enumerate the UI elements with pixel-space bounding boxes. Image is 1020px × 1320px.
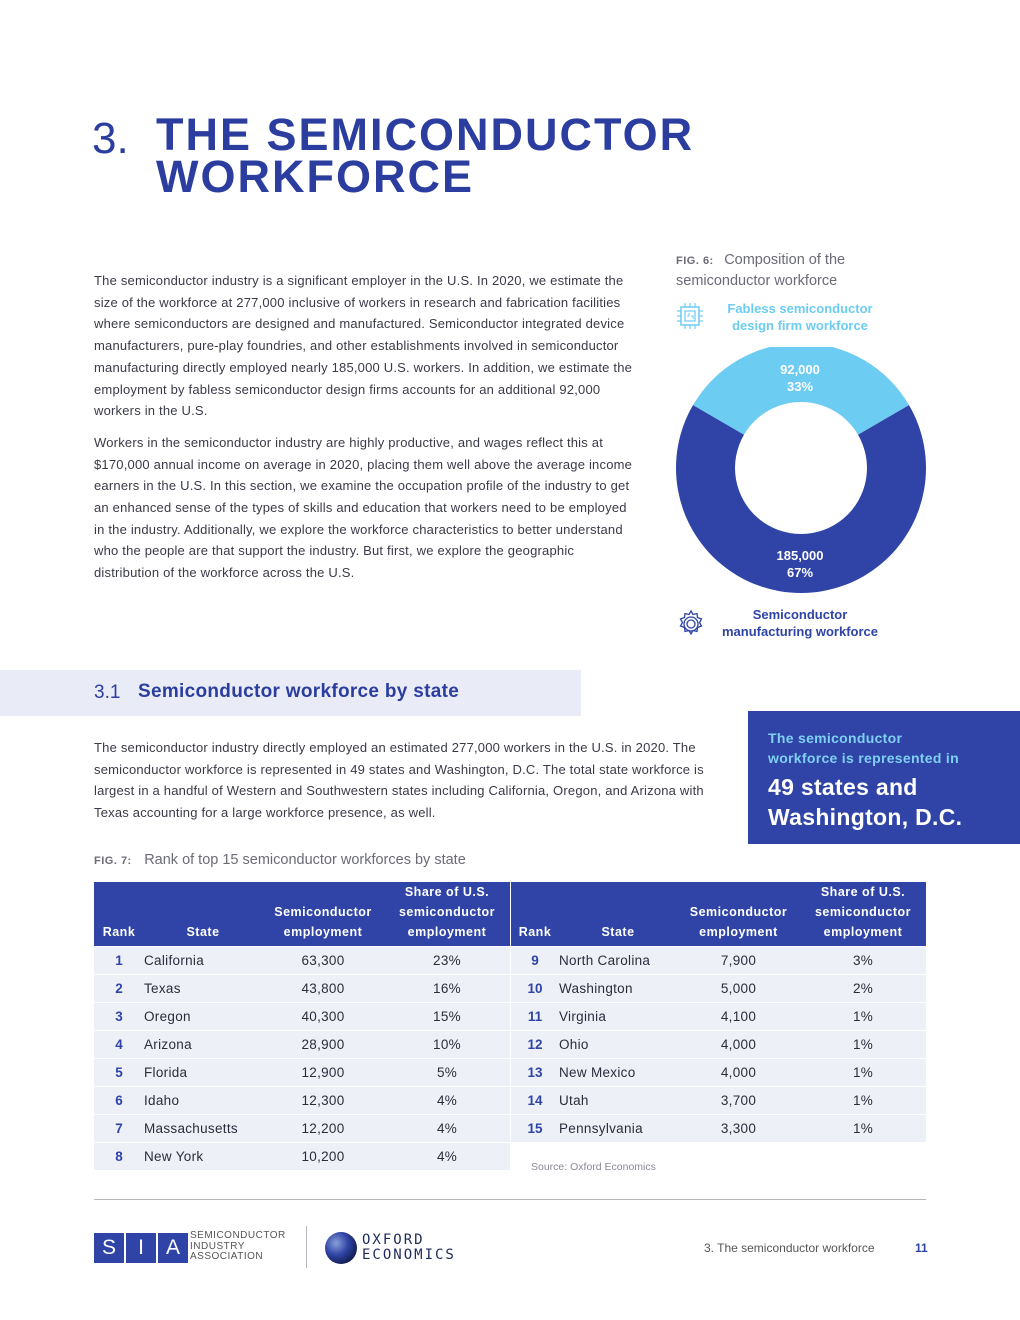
fig6-title-line-2: semiconductor workforce <box>676 273 838 289</box>
fabless-legend-line-2: design firm workforce <box>732 318 868 333</box>
table-row: 13 New Mexico 4,000 1% <box>511 1059 926 1087</box>
rank-table-left <box>94 882 510 1170</box>
sia-logo-text: SEMICONDUCTOR INDUSTRY ASSOCIATION <box>190 1230 286 1262</box>
table-row: 1 California 63,300 23% <box>94 947 510 975</box>
callout-highlight-line-2: Washington, D.C. <box>768 804 963 830</box>
manufacturing-value: 185,000 <box>776 548 824 563</box>
state-header: State <box>144 882 262 947</box>
subsection-title: Semiconductor workforce by state <box>138 681 460 702</box>
section-paragraph: The semiconductor industry directly employed an estimated 277,000 workers in the U.S. in 2020. The semiconductor workforce is represented in 49 states and Washington, D.C. The total state workforce is largest in a handful of Western and Southwestern states including California, Oregon, and Arizona with Texas accounting for a large workforce presence, as well. <box>94 740 704 821</box>
share-header: Share of U.S. semiconductor employment <box>384 882 510 947</box>
table-row: 15 Pennsylvania 3,300 1% <box>511 1115 926 1143</box>
subsection-number: 3.1 <box>94 682 121 703</box>
table-row: 4 Arizona 28,900 10% <box>94 1031 510 1059</box>
fabless-value: 92,000 <box>780 362 820 377</box>
table-row: 8 New York 10,200 4% <box>94 1143 510 1171</box>
table-row: 2 Texas 43,800 16% <box>94 975 510 1003</box>
manufacturing-legend <box>705 606 895 640</box>
rank-header: Rank <box>94 882 144 947</box>
intro-paragraph-2: Workers in the semiconductor industry are highly productive, and wages reflect this at $170,000 annual income on average in 2020, placing them well above the average income earners in the U.S. In this section, we examine the occupation profile of the industry to get an enhanced sense of the types of skills and education that workers need to be employed in the industry. Additionally, we explore the workforce characteristics to better understand who the people are that support the industry. But first, we explore the geographic distribution of the workforce across the U.S. <box>94 434 633 581</box>
manufacturing-legend-line-1: Semiconductor <box>752 607 848 622</box>
manufacturing-legend-line-2: manufacturing workforce <box>721 624 879 639</box>
callout-box <box>748 711 1020 844</box>
rank-table-right <box>511 882 926 1142</box>
callout-line-1: The semiconductor <box>768 730 903 746</box>
sia-logo-letter: S <box>94 1233 124 1263</box>
table-row: 3 Oregon 40,300 15% <box>94 1003 510 1031</box>
callout-highlight-line-1: 49 states and <box>768 774 918 800</box>
footer-divider <box>94 1199 926 1200</box>
section-number: 3. <box>92 114 129 163</box>
gear-icon <box>676 609 706 639</box>
rank-header: Rank <box>511 882 559 947</box>
table-row: 9 North Carolina 7,900 3% <box>511 947 926 975</box>
share-header: Share of U.S. semiconductor employment <box>800 882 926 947</box>
state-header: State <box>559 882 677 947</box>
fig6-caption <box>676 250 916 291</box>
sia-logo <box>94 1233 188 1263</box>
page-title-line-1: THE SEMICONDUCTOR <box>156 109 695 160</box>
table-header-row <box>94 882 510 947</box>
page-number: 11 <box>915 1241 928 1255</box>
fig6-title-line-1: Composition of the <box>724 252 846 268</box>
sia-logo-letter: I <box>126 1233 156 1263</box>
employment-header: Semiconductor employment <box>677 882 800 947</box>
table-row: 14 Utah 3,700 1% <box>511 1087 926 1115</box>
fabless-data-label <box>750 361 850 395</box>
table-row: 12 Ohio 4,000 1% <box>511 1031 926 1059</box>
page-title-line-2: WORKFORCE <box>156 151 474 202</box>
page-title <box>156 109 695 202</box>
table-row: 5 Florida 12,900 5% <box>94 1059 510 1087</box>
fig7-caption <box>94 851 466 870</box>
source-note: Source: Oxford Economics <box>531 1161 656 1173</box>
manufacturing-percent: 67% <box>786 565 814 580</box>
table-row: 6 Idaho 12,300 4% <box>94 1087 510 1115</box>
oxford-logo-text: OXFORD ECONOMICS <box>362 1232 456 1263</box>
intro-text <box>94 270 640 594</box>
table-row: 10 Washington 5,000 2% <box>511 975 926 1003</box>
callout-line-2: workforce is represented in <box>768 750 959 766</box>
footer-section-label: 3. The semiconductor workforce <box>704 1241 875 1255</box>
sia-logo-letter: A <box>158 1233 188 1263</box>
logo-divider <box>306 1226 307 1268</box>
chip-icon <box>676 302 704 330</box>
oxford-globe-icon <box>324 1231 358 1265</box>
employment-header: Semiconductor employment <box>262 882 384 947</box>
intro-paragraph-1: The semiconductor industry is a significant employer in the U.S. In 2020, we estimate the size of the workforce at 277,000 inclusive of workers in research and fabrication facilities where semiconductors are designed and manufactured. Semiconductor integrated device manufacturers, pure-play foundries, and other establishments involved in semiconductor manufacturing directly employed nearly 185,000 U.S. workers. In addition, we estimate the employment by fabless semiconductor design firms accounts for an additional 92,000 workers in the U.S. <box>94 273 633 419</box>
fabless-legend <box>705 300 895 334</box>
manufacturing-data-label <box>750 547 850 581</box>
fig6-label: FIG. 6: <box>676 255 714 267</box>
fabless-legend-line-1: Fabless semiconductor <box>727 301 873 316</box>
fabless-percent: 33% <box>786 379 814 394</box>
table-row: 11 Virginia 4,100 1% <box>511 1003 926 1031</box>
table-header-row <box>511 882 926 947</box>
callout-highlight <box>768 772 1020 832</box>
fig7-title: Rank of top 15 semiconductor workforces by state <box>144 852 466 868</box>
section-text <box>94 737 734 834</box>
fig7-label: FIG. 7: <box>94 855 132 867</box>
table-row: 7 Massachusetts 12,200 4% <box>94 1115 510 1143</box>
